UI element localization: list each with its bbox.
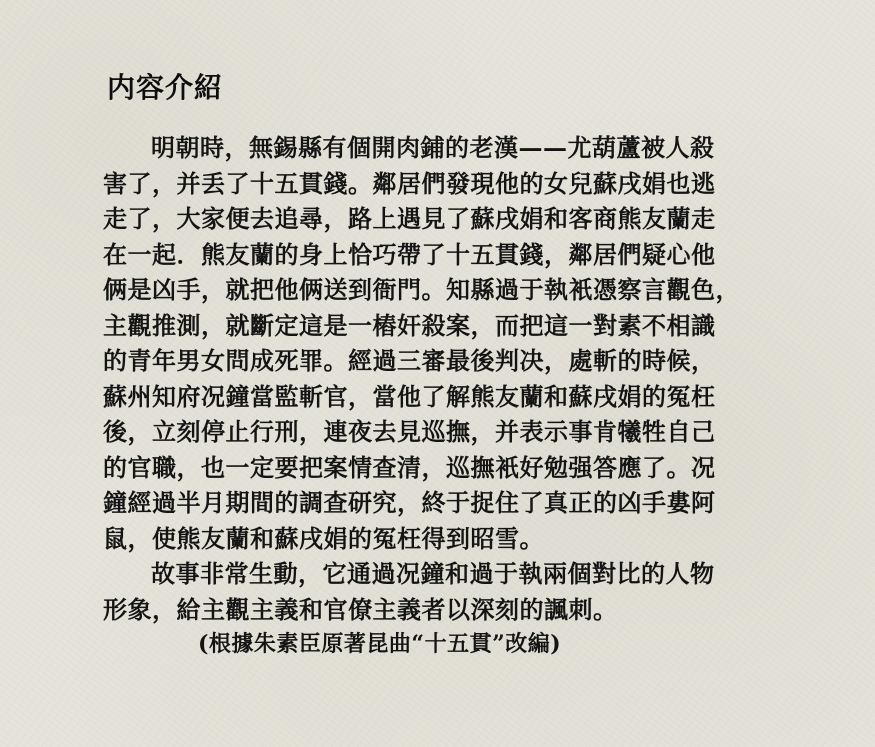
text-line: 後，立刻停止行刑，連夜去見巡撫，并表示事肯犧牲自己 <box>103 417 716 446</box>
text-line: 主觀推測，就斷定這是一樁奸殺案，而把這一對素不相識 <box>103 310 716 340</box>
text-line: 的青年男女問成死罪。經過三審最後判决，處斬的時候， <box>103 346 716 375</box>
text-line: 在一起．熊友蘭的身上恰巧帶了十五貫錢，鄰居們疑心他 <box>103 239 716 269</box>
source-credit: (根據朱素臣原著昆曲“十五貫”改編) <box>198 631 562 657</box>
synopsis-body <box>103 130 793 663</box>
page-title: 内容介紹 <box>107 71 224 104</box>
text-line: 鐘經過半月期間的調查研究，終于捉住了真正的凶手婁阿 <box>103 488 716 517</box>
text-line: 形象，給主觀主義和官僚主義者以深刻的諷刺。 <box>103 594 618 624</box>
paragraph-2 <box>103 556 793 627</box>
text-line: 走了，大家便去追尋，路上遇見了蘇戌娟和客商熊友蘭走 <box>103 204 716 233</box>
text-line: 俩是凶手，就把他俩送到衙門。知縣過于執衹憑察言觀色， <box>103 275 740 304</box>
text-line: 蘇州知府况鐘當監斬官，當他了解熊友蘭和蘇戌娟的冤枉 <box>103 381 716 411</box>
text-line: 的官職，也一定要把案情查清，巡撫衹好勉强答應了。况 <box>103 452 716 482</box>
text-line: 鼠，使熊友蘭和蘇戌娟的冤枉得到昭雪。 <box>103 523 544 553</box>
text-line: 明朝時，無錫縣有個開肉鋪的老漢——尤葫蘆被人殺 <box>151 133 715 162</box>
text-line: 故事非常生動，它通過况鐘和過于執兩個對比的人物 <box>151 559 715 588</box>
paragraph-1 <box>103 130 793 556</box>
text-line: 害了，并丢了十五貫錢。鄰居們發現他的女兒蘇戌娟也逃 <box>103 168 716 198</box>
